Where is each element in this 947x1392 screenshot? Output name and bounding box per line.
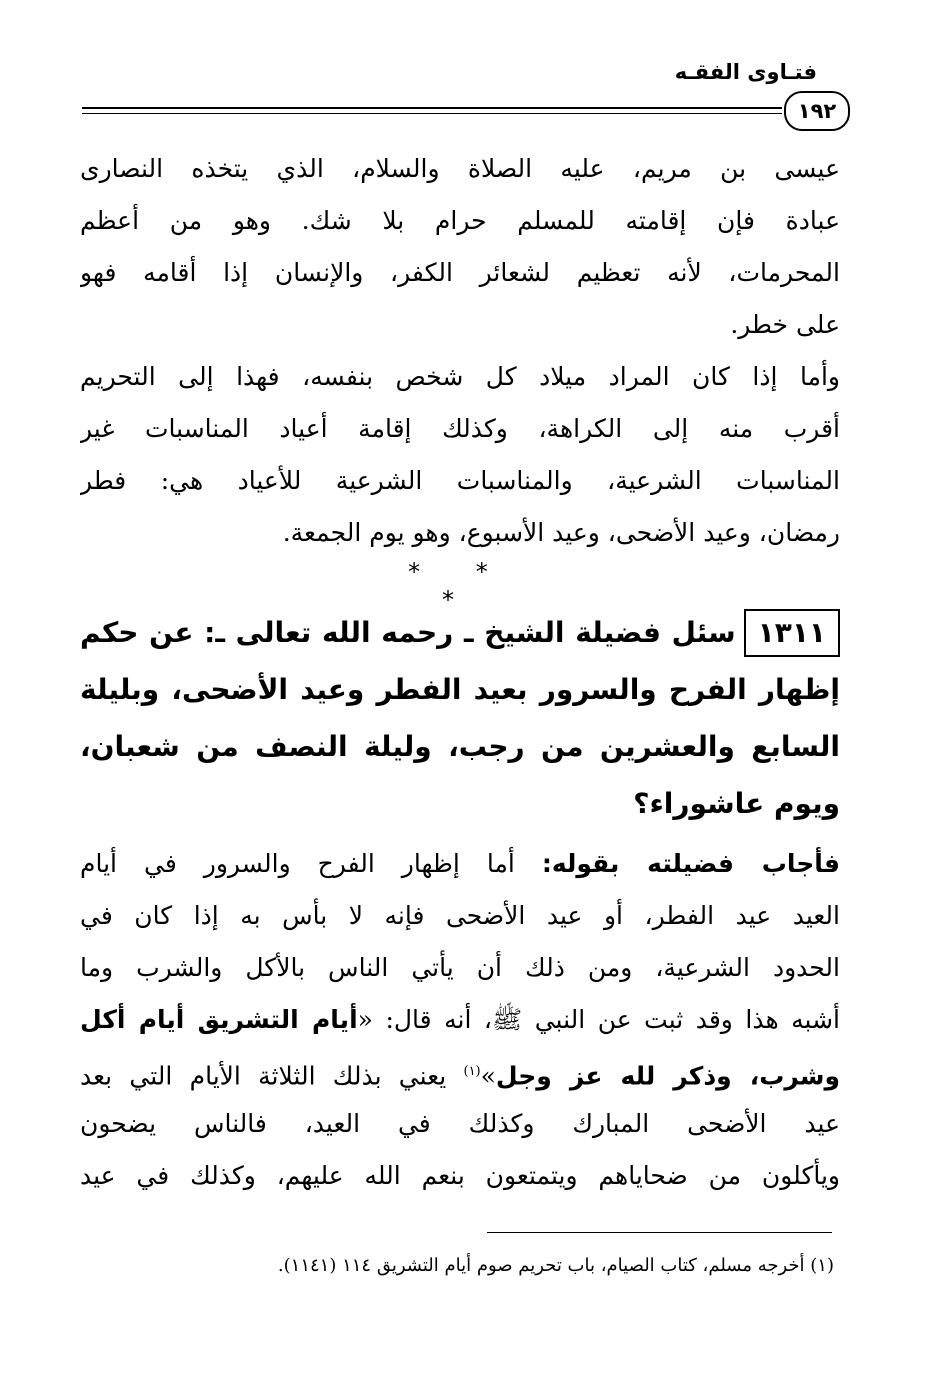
answer-line: العيد عيد الفطر، أو عيد الأضحى فإنه لا بأس به إذا كان في: [80, 901, 840, 930]
hadith-text: أيام التشريق أيام أكل: [80, 1005, 358, 1034]
answer-line: عيد الأضحى المبارك وكذلك في العيد، فالناس يضحون: [80, 1109, 840, 1138]
answer-line: ويأكلون من ضحاياهم ويتمتعون بنعم الله عليهم، وكذلك في عيد: [80, 1161, 840, 1190]
answer-line: [80, 1043, 840, 1101]
question-number: ١٣١١: [744, 609, 840, 657]
paragraph-line: أقرب منه إلى الكراهة، وكذلك إقامة أعياد المناسبات غير: [80, 414, 840, 443]
footnote-ref: (١): [463, 1064, 481, 1079]
paragraph-line: رمضان، وعيد الأضحى، وعيد الأسبوع، وهو يوم الجمعة.: [282, 518, 840, 547]
answer-text: أشبه هذا وقد ثبت عن النبي ﷺ، أنه قال: «: [357, 1005, 840, 1034]
answer-text: أما إظهار الفرح والسرور في أيام: [80, 849, 542, 878]
paragraph-line: وأما إذا كان المراد ميلاد كل شخص بنفسه، فهذا إلى التحريم: [80, 362, 840, 391]
header-rule: [82, 107, 782, 109]
hadith-text: وشرب، وذكر لله عز وجل: [495, 1061, 840, 1091]
answer-lead: فأجاب فضيلته بقوله:: [541, 849, 840, 878]
question-line: ويوم عاشوراء؟: [633, 787, 840, 820]
section-separator: * * *: [408, 558, 512, 614]
footnote: (١) أخرجه مسلم، كتاب الصيام، باب تحريم صوم أيام التشريق ١١٤ (١١٤١).: [277, 1255, 834, 1276]
paragraph-line: عبادة فإن إقامته للمسلم حرام بلا شك. وهو من أعظم: [80, 206, 840, 235]
running-header-title: فتـاوى الفقـه: [674, 60, 817, 84]
question-line: [80, 603, 840, 663]
quote-close: »: [480, 1061, 496, 1091]
question-line: السابع والعشرين من رجب، وليلة النصف من شعبان،: [80, 730, 840, 763]
question-line: إظهار الفرح والسرور بعيد الفطر وعيد الأضحى، وبليلة: [80, 673, 840, 706]
question-text: سئل فضيلة الشيخ ـ رحمه الله تعالى ـ: عن حكم: [80, 616, 736, 649]
paragraph-line: المناسبات الشرعية، والمناسبات الشرعية للأعياد هي: فطر: [80, 466, 840, 495]
paragraph-line: عيسى بن مريم، عليه الصلاة والسلام، الذي يتخذه النصارى: [80, 154, 840, 183]
answer-line: [80, 835, 840, 893]
footnote-rule: [487, 1232, 832, 1233]
answer-line: [80, 991, 840, 1049]
paragraph-line: على خطر.: [730, 310, 840, 339]
paragraph-line: المحرمات، لأنه تعظيم لشعائر الكفر، والإنسان إذا أقامه فهو: [80, 258, 840, 287]
answer-text: يعني بذلك الثلاثة الأيام التي بعد: [80, 1061, 464, 1091]
page-number: ١٩٢: [784, 91, 850, 131]
answer-line: الحدود الشرعية، ومن ذلك أن يأتي الناس بالأكل والشرب وما: [80, 953, 840, 982]
header-rule-thin: [82, 113, 782, 114]
